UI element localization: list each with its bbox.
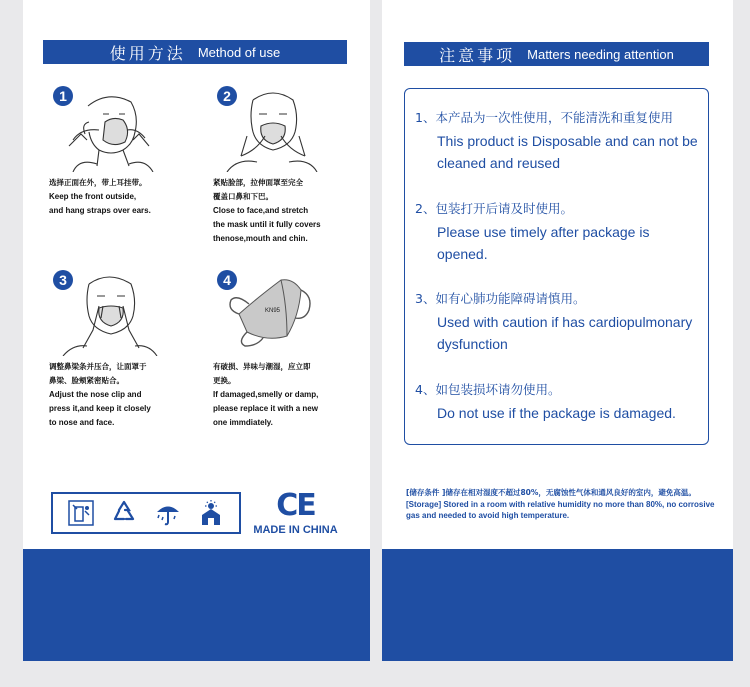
step-3-illustration xyxy=(53,270,163,356)
attention-item-en: This product is Disposable and can not be cleaned and reused xyxy=(437,132,698,171)
single-use-icon xyxy=(67,499,95,527)
header-cn: 使用方法 xyxy=(109,43,186,63)
keep-dry-icon xyxy=(154,499,182,527)
made-in-china-label: MADE IN CHINA xyxy=(253,524,338,536)
attention-list-box xyxy=(404,88,709,445)
matters-needing-attention-panel xyxy=(382,0,733,661)
attention-header xyxy=(404,42,709,66)
step-number: 4 xyxy=(217,270,237,290)
attention-item-en: Do not use if the package is damaged. xyxy=(437,404,676,421)
right-footer-band xyxy=(382,549,733,661)
header-cn: 注意事项 xyxy=(439,45,516,65)
attention-item-1 xyxy=(415,107,700,175)
attention-item-cn: 2、包装打开后请及时使用。 xyxy=(415,201,573,216)
step-1-illustration xyxy=(53,86,163,172)
step-number: 3 xyxy=(53,270,73,290)
storage-conditions-en: [Storage] Stored in a room with relative humidity no more than 80%, no corrosive gas and needed to avoid high temperature. xyxy=(406,499,715,520)
step-2 xyxy=(213,86,353,246)
attention-item-2 xyxy=(415,198,700,266)
recycle-icon xyxy=(110,499,138,527)
step-4-text-en: If damaged,smelly or damp, please replace it with a new one immdiately. xyxy=(213,390,319,427)
header-en: Matters needing attention xyxy=(527,46,674,62)
step-3-text-en: Adjust the nose clip and press it,and keep it closely to nose and face. xyxy=(49,390,151,427)
step-1 xyxy=(49,86,189,218)
attention-item-4 xyxy=(415,379,700,424)
keep-away-from-sun-icon xyxy=(197,499,225,527)
storage-conditions-cn: [储存条件 ]储存在相对湿度不超过80%，无腐蚀性气体和通风良好的室内，避免高温。 xyxy=(406,488,696,497)
step-2-text-en: Close to face,and stretch the mask until it fully covers thenose,mouth and chin. xyxy=(213,206,321,243)
step-4-text-cn: 有破损、异味与潮湿，应立即 更换。 xyxy=(213,362,311,385)
attention-item-cn: 3、如有心肺功能障碍请慎用。 xyxy=(415,291,586,306)
step-3-text-cn: 调整鼻梁条并压合，让面罩于 鼻梁、脸颊紧密贴合。 xyxy=(49,362,147,385)
step-1-text-cn: 选择正面在外，带上耳挂带。 xyxy=(49,178,147,187)
method-of-use-panel xyxy=(23,0,370,661)
step-2-illustration xyxy=(217,86,327,172)
step-2-text-cn: 紧贴脸部，拉伸面罩至完全 覆盖口鼻和下巴。 xyxy=(213,178,303,201)
mask-label: KN95 xyxy=(265,308,281,314)
symbols-box xyxy=(51,492,241,534)
attention-item-3 xyxy=(415,288,700,356)
attention-item-cn: 1、本产品为一次性使用，不能清洗和重复使用 xyxy=(415,110,673,125)
attention-item-en: Please use timely after package is opened. xyxy=(437,223,650,262)
header-en: Method of use xyxy=(197,44,281,60)
step-number: 2 xyxy=(217,86,237,106)
storage-conditions xyxy=(406,487,716,522)
step-4 xyxy=(213,270,353,430)
left-footer-band xyxy=(23,549,370,661)
step-3 xyxy=(49,270,189,430)
step-1-text-en: Keep the front outside, and hang straps over ears. xyxy=(49,192,151,215)
ce-mark: CE xyxy=(276,488,315,523)
step-4-illustration xyxy=(217,270,327,356)
ce-mark-block xyxy=(248,490,343,536)
method-of-use-header xyxy=(43,40,347,64)
step-number: 1 xyxy=(53,86,73,106)
attention-item-cn: 4、如包装损坏请勿使用。 xyxy=(415,382,561,397)
attention-item-en: Used with caution if has cardiopulmonary dysfunction xyxy=(437,313,693,352)
